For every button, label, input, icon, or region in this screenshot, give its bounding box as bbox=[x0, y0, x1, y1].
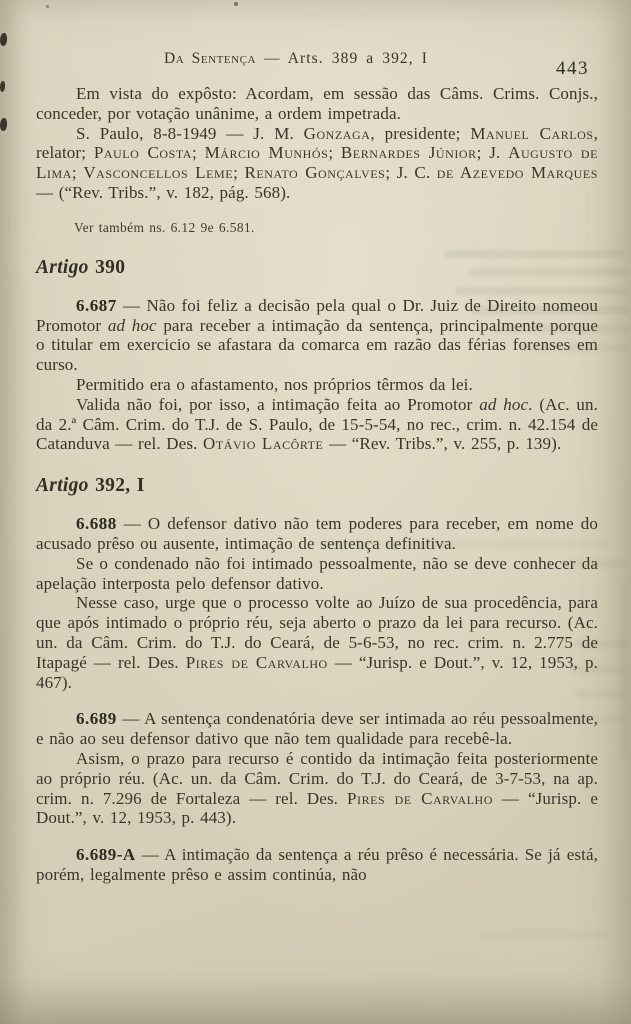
text-segment: — (“Rev. Tribs.”, v. 182, pág. 568). bbox=[36, 182, 291, 202]
smallcaps-name: Bernardes Júnior bbox=[340, 143, 477, 163]
body-paragraph bbox=[36, 709, 598, 749]
scan-speck bbox=[46, 5, 49, 8]
smallcaps-name: Da Sentença bbox=[164, 50, 257, 67]
text-segment: ; J. bbox=[476, 143, 509, 163]
article-heading bbox=[36, 257, 598, 279]
text-segment: Ver também ns. 6.12 9e 6.581. bbox=[74, 219, 255, 235]
text-segment: Se o condenado não foi intimado pessoalmente, não se deve conhecer da apelação interposta pelo defensor dativo. bbox=[36, 553, 598, 593]
scan-speck bbox=[0, 81, 5, 92]
body-paragraph bbox=[36, 124, 598, 203]
smallcaps-name: Renato Gonçalves bbox=[244, 163, 386, 183]
text-segment: ; J. C. bbox=[385, 163, 437, 183]
bleed-through-artifact bbox=[620, 580, 629, 760]
text-segment: Artigo bbox=[36, 256, 96, 278]
text-segment: , relator; bbox=[36, 123, 598, 163]
smallcaps-name: Márcio Munhós bbox=[204, 143, 329, 163]
scan-speck bbox=[0, 118, 7, 131]
text-segment: ; bbox=[192, 143, 205, 163]
smallcaps-name: Vasconcellos Leme bbox=[83, 163, 234, 183]
smallcaps-name: de Azevedo Marques bbox=[436, 163, 598, 183]
body-paragraph bbox=[36, 395, 598, 454]
text-segment: ad hoc bbox=[107, 315, 157, 335]
article-heading bbox=[36, 475, 598, 497]
text-segment: S. Paulo, 8-8-1949 — J. M. bbox=[76, 123, 304, 143]
text-segment: — A sentença condenatória deve ser intimada ao réu pessoalmente, e não ao seu defensor dativo que não tem qualidade para recebê-la. bbox=[36, 709, 598, 749]
text-segment: — O defensor dativo não tem poderes para receber, em nome do acusado prêso ou ausente, intimação de sentença definitiva. bbox=[36, 514, 598, 553]
smallcaps-name: Otávio Lacôrte bbox=[203, 434, 324, 454]
text-segment: — “Rev. Tribs.”, v. 255, p. 139). bbox=[323, 434, 562, 454]
text-segment: 392, I bbox=[95, 475, 145, 497]
text-segment: 390 bbox=[95, 256, 126, 278]
body-paragraph bbox=[36, 375, 598, 395]
text-segment: 6.689 bbox=[76, 709, 117, 729]
text-segment: — “Jurisp. e Dout.”, v. 12, 1953, p. 467). bbox=[36, 652, 598, 692]
text-segment: Em vista do expôsto: Acordam, em sessão das Câms. Crims. Conjs., conceder, por votação unânime, a ordem impetrada. bbox=[36, 84, 598, 123]
text-segment: . (Ac. un. da 2.ª Câm. Crim. do T.J. de S. Paulo, de 15-5-54, no rec., crim. n. 42.154 de Catanduva — rel. Des. bbox=[36, 394, 598, 454]
scan-speck bbox=[234, 2, 238, 6]
text-segment: Artigo bbox=[36, 475, 96, 497]
body-paragraph bbox=[36, 514, 598, 554]
text-segment: Nesse caso, urge que o processo volte ao Juízo de sua procedência, para que após intimado o próprio réu, seja aberto o prazo da lei para recurso. (Ac. un. da Câm. Crim. do T.J. do Ceará, de 5-6-53, no rec. crim. n. 2.775 de Itapagé — rel. Des. bbox=[36, 593, 598, 672]
smallcaps-name: Gonzaga bbox=[303, 123, 371, 143]
smallcaps-name: Paulo Costa bbox=[93, 143, 192, 163]
text-segment: — “Jurisp. e Dout.”, v. 12, 1953, p. 443). bbox=[36, 788, 598, 828]
cross-reference-note bbox=[36, 220, 598, 236]
text-segment: — Arts. 389 a 392, I bbox=[256, 50, 428, 67]
text-segment: ; bbox=[233, 163, 245, 183]
text-segment: ; bbox=[71, 163, 84, 183]
running-header bbox=[36, 50, 598, 79]
page-body bbox=[36, 84, 598, 885]
text-segment: , presidente; bbox=[370, 123, 471, 143]
text-segment: 6.687 bbox=[76, 295, 117, 315]
smallcaps-name: Augusto de Lima bbox=[36, 143, 598, 183]
text-segment: — A intimação da sentença a réu prêso é necessária. Se já está, porém, legalmente prêso e assim continúa, não bbox=[36, 845, 598, 884]
scan-speck bbox=[0, 33, 7, 46]
text-segment: para receber a intimação da sentença, principalmente porque o titular em exercicio se afastara da comarca em razão das férias forenses em curso. bbox=[36, 315, 598, 375]
body-paragraph bbox=[36, 749, 598, 828]
text-segment: ; bbox=[328, 143, 341, 163]
body-paragraph bbox=[36, 84, 598, 124]
text-segment: 6.689-A bbox=[76, 845, 136, 865]
text-segment: 6.688 bbox=[76, 514, 117, 534]
page-number: 443 bbox=[556, 58, 589, 79]
body-paragraph bbox=[36, 845, 598, 885]
bleed-through-artifact bbox=[480, 930, 610, 938]
smallcaps-name: Pires de Carvalho bbox=[185, 652, 328, 672]
text-segment: Asism, o prazo para recurso é contido da intimação feita posteriormente ao próprio réu. (Ac. un. da Câm. Crim. do T.J. do Ceará, de 3-7-53, na ap. crim. n. 7.296 de Fortaleza — rel. Des. bbox=[36, 748, 598, 808]
text-segment: Valida não foi, por isso, a intimação feita ao Promotor bbox=[76, 394, 480, 414]
smallcaps-name: Pires de Carvalho bbox=[347, 788, 493, 808]
body-paragraph bbox=[36, 296, 598, 375]
body-paragraph bbox=[36, 593, 598, 692]
body-paragraph bbox=[36, 554, 598, 594]
text-segment: — Não foi feliz a decisão pela qual o Dr. Juiz de Direito nomeou Promotor bbox=[36, 295, 598, 335]
text-segment: ad hoc bbox=[479, 394, 529, 414]
text-segment: Permitido era o afastamento, nos próprios têrmos da lei. bbox=[76, 374, 473, 394]
smallcaps-name: Manuel Carlos bbox=[470, 123, 594, 143]
running-header-title bbox=[164, 50, 428, 67]
